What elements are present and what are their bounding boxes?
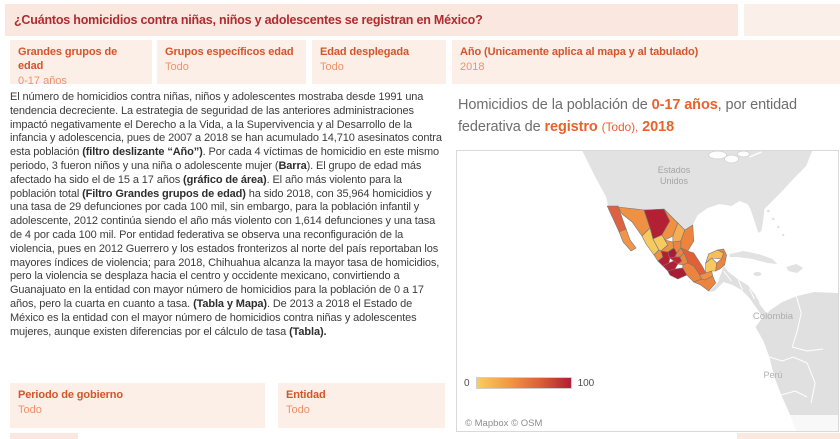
great-lake-icon (725, 155, 739, 163)
bahamas-island (772, 218, 774, 220)
filter-value[interactable]: Todo (165, 61, 189, 73)
filter-grandes-grupos-edad[interactable] (10, 40, 152, 87)
filter-label: Grandes grupos de edad (18, 46, 118, 72)
filter-value[interactable]: Todo (286, 404, 310, 416)
filter-periodo-gobierno[interactable] (10, 383, 265, 428)
map-attribution: © Mapbox © OSM (457, 415, 838, 431)
filter-label: Periodo de gobierno (18, 389, 124, 401)
filter-grupos-especificos-edad[interactable] (157, 40, 306, 84)
header-spacer (744, 4, 840, 36)
bahamas-island (777, 226, 779, 228)
choropleth-map[interactable] (456, 150, 839, 432)
country-cuba (730, 251, 778, 264)
filter-value[interactable]: Todo (18, 404, 42, 416)
map-label-colombia: Colombia (752, 311, 794, 322)
color-legend (464, 377, 594, 389)
filter-label: Entidad (286, 389, 326, 401)
filter-label: Grupos específicos edad (165, 46, 294, 58)
filter-edad-desplegada[interactable] (312, 40, 446, 84)
narrative-text: El número de homicidios contra niñas, niños y adolescentes mostraba desde 1991 una tendencia decreciente. La estrategia de seguridad de las anteriores administraciones impactó negativamente el Derecho a la Vida, a la Supervivencia y al Desarrollo de la infancia y adolescencia, pues de 2007 a 2018 se han acumulado 14,710 asesinatos contra esta población (filtro deslizante “Año”). Por cada 4 víctimas de homicidio en este mismo periodo, 3 fueron niños y una niña o adolescente mujer (Barra). El grupo de edad más afectado ha sido el de 15 a 17 años (gráfico de área). El año más violento para la población total (Filtro Grandes grupos de edad) ha sido 2018, con 35,964 homicidios y una tasa de 29 defunciones por cada 100 mil, sin embargo, para la población infantil y adolescente, 2012 continúa siendo el año más violento con 1,614 defunciones y una tasa de 4 por cada 100 mil. Por entidad federativa se observa una reconfiguración de la violencia, pues en 2012 Guerrero y los estados fronterizos al norte del país reportaban los mayores índices de violencia; para 2018, Chihuahua alcanza la mayor tasa de homicidios, pero la violencia se desplaza hacia el centro y occidente mexicano, convirtiendo a Guanajuato en la entidad con mayor número de homicidios para la población de 0 a 17 años, pero la cuarta en cuanto a tasa. (Tabla y Mapa). De 2013 a 2018 el Estado de México es la entidad con el mayor número de homicidios contra niñas y adolescentes mujeres, aunque existen diferencias por el cálculo de tasa (Tabla). (10, 91, 442, 338)
dashboard-title-bar (5, 4, 738, 36)
region-south-america (755, 292, 838, 431)
filter-label: Edad desplegada (320, 46, 409, 58)
map-label-usa: Estados Unidos (657, 165, 691, 186)
dashboard-title: ¿Cuántos homicidios contra niñas, niños y adolescentes se registran en México? (14, 13, 483, 27)
country-hispaniola (786, 264, 803, 273)
map-title: Homicidios de la población de 0-17 años, por entidad federativa de registro (Todo), 2018 (458, 97, 797, 135)
legend-min: 0 (464, 377, 470, 389)
legend-max: 100 (577, 377, 595, 389)
bahamas-island (782, 234, 784, 236)
cutoff-filter-right (737, 433, 840, 439)
filter-value[interactable]: 2018 (460, 61, 485, 73)
filter-anio[interactable] (452, 40, 840, 84)
filter-label: Año (Unicamente aplica al mapa y al tabulado) (460, 46, 699, 58)
state-baja-california-sur[interactable] (619, 229, 636, 251)
country-jamaica (753, 272, 761, 276)
legend-gradient-bar (476, 377, 572, 389)
filter-value[interactable]: Todo (320, 61, 344, 73)
great-lake-icon (709, 151, 727, 159)
map-label-peru: Perú (763, 370, 783, 380)
great-lake-icon (738, 151, 750, 157)
filter-entidad[interactable] (278, 383, 445, 428)
filter-value[interactable]: 0-17 años (18, 75, 67, 87)
bahamas-island (767, 210, 770, 213)
cutoff-filter-left (10, 433, 78, 439)
map-svg[interactable] (457, 151, 838, 431)
